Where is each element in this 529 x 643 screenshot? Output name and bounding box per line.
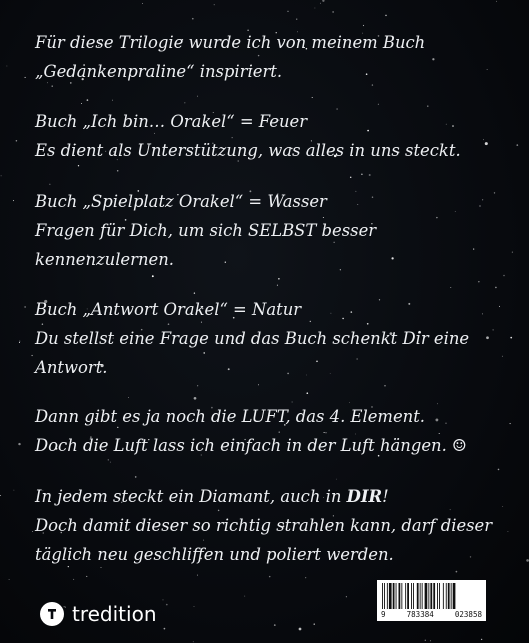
blurb-line: Buch „Ich bin… Orakel“ = Feuer <box>35 112 308 131</box>
blurb-line: Doch die Luft lass ich einfach in der Luft hängen. ☺ <box>35 436 467 455</box>
blurb-line: Buch „Spielplatz Orakel“ = Wasser <box>35 192 327 211</box>
blurb-line: Es dient als Unterstützung, was alles in uns steckt. <box>35 141 461 160</box>
blurb-line: kennenzulernen. <box>35 250 174 269</box>
blurb-paragraph-diamant <box>35 482 492 569</box>
blurb-line: Buch „Antwort Orakel“ = Natur <box>35 300 302 319</box>
blurb-paragraph-intro <box>35 28 425 86</box>
publisher-logo <box>40 600 157 628</box>
barcode-digit-group: 023858 <box>454 610 482 619</box>
blurb-line: täglich neu geschliffen und poliert werden. <box>35 545 394 564</box>
blurb-line: Fragen für Dich, um sich SELBST besser <box>35 221 377 240</box>
blurb-line: Für diese Trilogie wurde ich von meinem Buch <box>35 33 426 52</box>
barcode-digits <box>381 610 482 619</box>
publisher-name: tredition <box>72 602 157 626</box>
barcode-digit-group: 9 <box>381 610 386 619</box>
barcode-digit-group: 783384 <box>406 610 434 619</box>
barcode-bars <box>381 583 482 609</box>
blurb-paragraph-feuer <box>35 107 461 165</box>
isbn-barcode <box>377 580 486 621</box>
blurb-paragraph-wasser <box>35 187 376 274</box>
emphasis-dir: DIR <box>346 487 383 506</box>
blurb-paragraph-natur <box>35 295 469 382</box>
blurb-line-text: In jedem steckt ein Diamant, auch in <box>35 487 347 506</box>
blurb-line: Dann gibt es ja noch die LUFT, das 4. Element. <box>35 407 426 426</box>
blurb-line: Antwort. <box>35 358 108 377</box>
blurb-line <box>35 482 492 511</box>
tredition-logo-icon <box>40 602 64 626</box>
blurb-line-text: ! <box>382 487 389 506</box>
blurb-line: „Gedankenpraline“ inspiriert. <box>35 62 283 81</box>
blurb-paragraph-luft <box>35 402 467 460</box>
blurb-line: Du stellst eine Frage und das Buch schenkt Dir eine <box>35 329 470 348</box>
blurb-line: Doch damit dieser so richtig strahlen kann, darf dieser <box>35 516 493 535</box>
